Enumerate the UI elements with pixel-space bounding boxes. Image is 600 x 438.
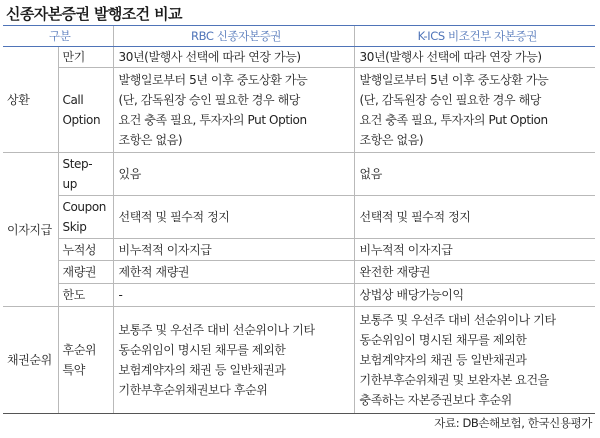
- header-kics: K-ICS 비조건부 자본증권: [354, 26, 595, 47]
- kics-coupon-skip: 선택적 및 필수적 정지: [354, 196, 595, 239]
- kics-call-option: 발행일로부터 5년 이후 중도상환 가능 (단, 감독원장 승인 필요한 경우 해당 요건 충족 필요, 투자자의 Put Option 조항은 없음): [354, 68, 595, 153]
- item-maturity: 만기: [58, 47, 113, 68]
- header-category: 구분: [3, 26, 113, 47]
- kics-limit: 상법상 배당가능이익: [354, 284, 595, 307]
- table-row: [3, 153, 595, 196]
- group-interest: 이자지급: [3, 153, 58, 307]
- rbc-maturity: 30년(발행사 선택에 따라 연장 가능): [113, 47, 354, 68]
- source-note: 자료: DB손해보험, 한국신용평가: [434, 416, 592, 430]
- table-row: [3, 196, 595, 239]
- item-call-option: Call Option: [58, 68, 113, 153]
- kics-step-up: 없음: [354, 153, 595, 196]
- rbc-limit: -: [113, 284, 354, 307]
- item-limit: 한도: [58, 284, 113, 307]
- table-row: [3, 239, 595, 261]
- table-header-row: [3, 26, 595, 47]
- table-row: [3, 68, 595, 153]
- item-coupon-skip: Coupon Skip: [58, 196, 113, 239]
- group-redemption: 상환: [3, 47, 58, 153]
- rbc-coupon-skip: 선택적 및 필수적 정지: [113, 196, 354, 239]
- item-subordination: 후순위 특약: [58, 307, 113, 414]
- rbc-cumulative: 비누적적 이자지급: [113, 239, 354, 261]
- table-row: [3, 47, 595, 68]
- rbc-subordination: 보통주 및 우선주 대비 선순위이나 기타 동순위임이 명시된 채무를 제외한 보험계약자의 채권 등 일반채권과 기한부후순위채권보다 후순위: [113, 307, 354, 414]
- table-row: [3, 284, 595, 307]
- kics-cumulative: 비누적적 이자지급: [354, 239, 595, 261]
- item-cumulative: 누적성: [58, 239, 113, 261]
- kics-subordination: 보통주 및 우선주 대비 선순위이나 기타 동순위임이 명시된 채무를 제외한 보험계약자의 채권 등 일반채권과 기한부후순위채권 및 보완자본 요건을 충족하는 자본증권보다 후순위: [354, 307, 595, 414]
- table-row: [3, 261, 595, 284]
- kics-maturity: 30년(발행사 선택에 따라 연장 가능): [354, 47, 595, 68]
- rbc-step-up: 있음: [113, 153, 354, 196]
- item-step-up: Step- up: [58, 153, 113, 196]
- header-rbc: RBC 신종자본증권: [113, 26, 354, 47]
- rbc-discretion: 제한적 재량권: [113, 261, 354, 284]
- group-seniority: 채권순위: [3, 307, 58, 414]
- kics-discretion: 완전한 재량권: [354, 261, 595, 284]
- page-title: 신종자본증권 발행조건 비교: [6, 5, 182, 23]
- item-discretion: 재량권: [58, 261, 113, 284]
- table-row: [3, 307, 595, 414]
- comparison-table: [3, 25, 595, 414]
- rbc-call-option: 발행일로부터 5년 이후 중도상환 가능 (단, 감독원장 승인 필요한 경우 해당 요건 충족 필요, 투자자의 Put Option 조항은 없음): [113, 68, 354, 153]
